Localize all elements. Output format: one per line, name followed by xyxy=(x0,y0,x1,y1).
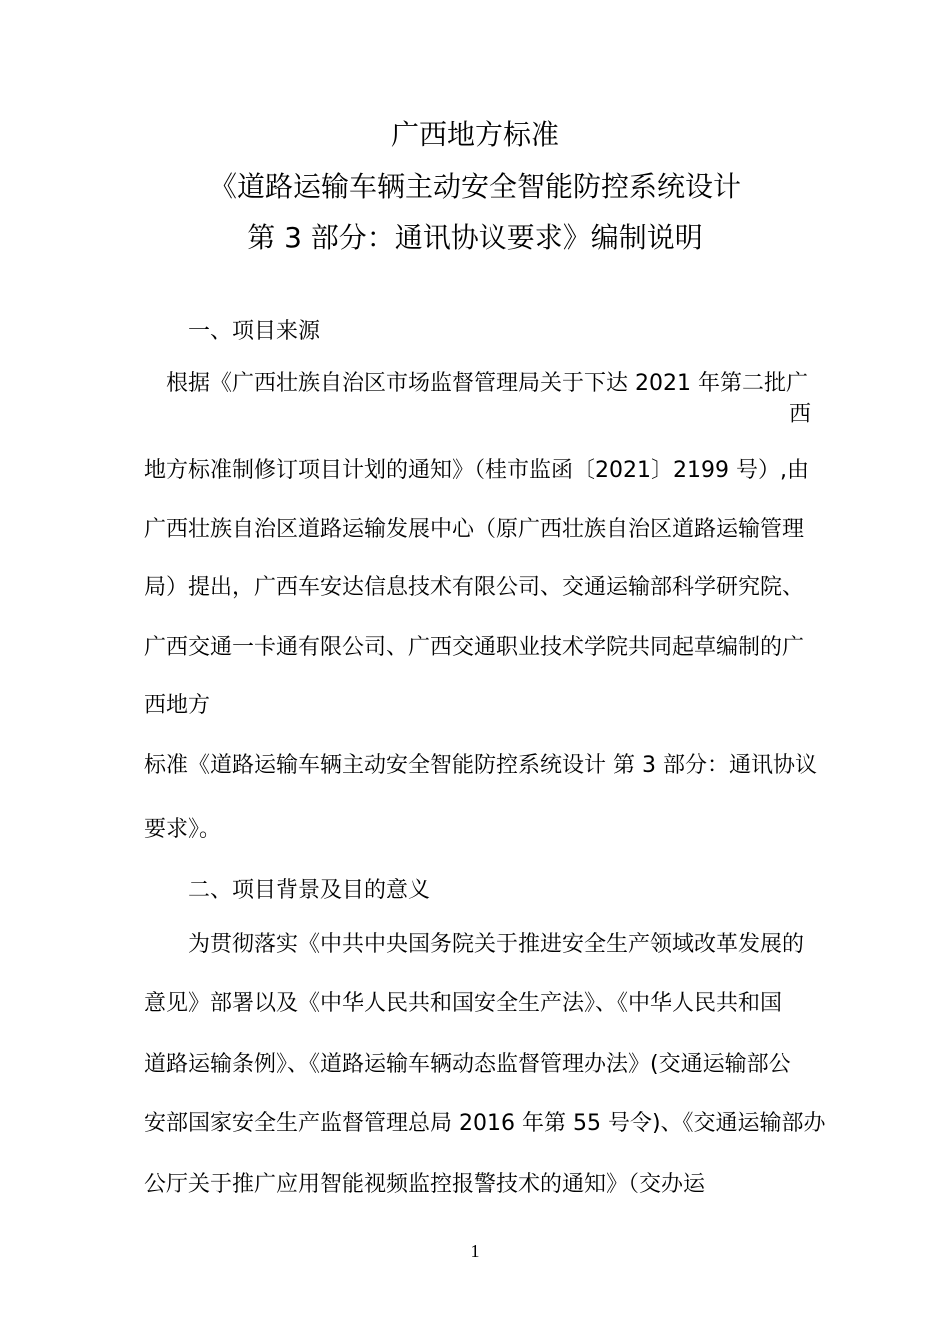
body-line: 安部国家安全生产监督管理总局 2016 年第 55 号令)、《交通运输部办 xyxy=(144,1111,826,1136)
body-line: 意见》部署以及《中华人民共和国安全生产法》、《中华人民共和国 xyxy=(144,991,783,1016)
section-2-heading: 二、项目背景及目的意义 xyxy=(188,878,431,903)
body-line: 根据《广西壮族自治区市场监督管理局关于下达 2021 年第二批广 xyxy=(166,371,808,396)
document-title-line-2: 《道路运输车辆主动安全智能防控系统设计 xyxy=(208,170,741,203)
body-line: 广西壮族自治区道路运输发展中心（原广西壮族自治区道路运输管理 xyxy=(144,517,805,542)
body-line: 局）提出，广西车安达信息技术有限公司、交通运输部科学研究院、 xyxy=(144,575,805,600)
body-line: 西地方 xyxy=(144,693,211,718)
body-line: 广西交通一卡通有限公司、广西交通职业技术学院共同起草编制的广 xyxy=(144,635,805,660)
section-1-heading: 一、项目来源 xyxy=(188,319,321,344)
document-title-line-3: 第 3 部分：通讯协议要求》编制说明 xyxy=(247,221,703,254)
page-number: 1 xyxy=(470,1241,480,1261)
body-line: 地方标准制修订项目计划的通知》（桂市监函〔2021〕2199 号）,由 xyxy=(144,458,809,483)
body-line: 道路运输条例》、《道路运输车辆动态监督管理办法》(交通运输部公 xyxy=(144,1052,791,1077)
body-line: 为贯彻落实《中共中央国务院关于推进安全生产领域改革发展的 xyxy=(188,932,805,957)
body-line: 西 xyxy=(789,402,812,427)
body-line: 公厅关于推广应用智能视频监控报警技术的通知》（交办运 xyxy=(144,1172,706,1197)
body-line: 要求》。 xyxy=(144,817,222,842)
body-line: 标准《道路运输车辆主动安全智能防控系统设计 第 3 部分：通讯协议 xyxy=(144,753,817,778)
document-title-line-1: 广西地方标准 xyxy=(390,118,559,151)
